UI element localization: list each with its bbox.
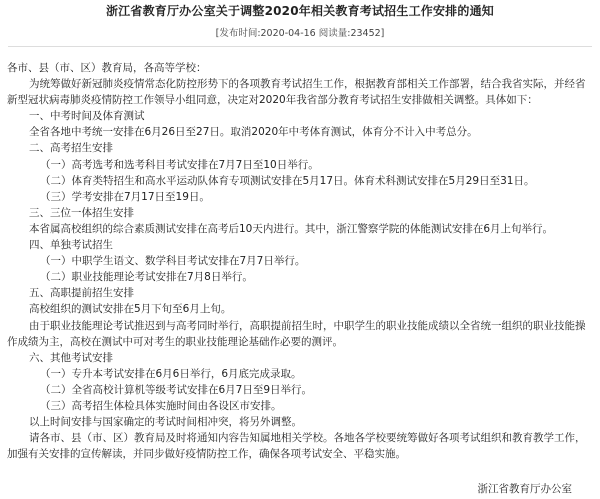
section-heading: 四、单独考试招生 <box>29 239 113 252</box>
list-item: （一）中职学生语文、数学科目考试安排在7月7日举行。 <box>40 255 306 268</box>
paragraph: 高校组织的测试安排在5月下旬至6月上旬。 <box>29 303 232 316</box>
paragraph-cont: 作成绩为主，高校在测试中可对考生的职业技能理论基础作必要的测评。 <box>7 335 343 348</box>
paragraph: 由于职业技能理论考试推迟到与高考同时举行，高职提前招生时，中职学生的职业技能成绩以全省统一组织的职业技能操 <box>29 319 586 332</box>
paragraph-intro: 为统筹做好新冠肺炎疫情常态化防控形势下的各项教育考试招生工作，根据教育部相关工作部署，结合我省实际，并经省 <box>29 78 586 91</box>
signature: 浙江省教育厅办公室 <box>477 483 572 495</box>
title-divider <box>8 46 592 47</box>
section-heading: 一、中考时间及体育测试 <box>29 110 145 123</box>
section-heading: 五、高职提前招生安排 <box>29 287 134 300</box>
section-heading: 六、其他考试安排 <box>29 351 113 364</box>
notice-title: 浙江省教育厅办公室关于调整2020年相关教育考试招生工作安排的通知 <box>105 4 494 18</box>
paragraph: 全省各地中考统一安排在6月26日至27日。取消2020年中考体育测试，体育分不计入中考总分。 <box>29 126 478 139</box>
paragraph: 请各市、县（市、区）教育局及时将通知内容告知属地相关学校。各地各学校要统筹做好各项考试组织和教育教学工作， <box>29 432 586 445</box>
section-heading: 三、三位一体招生安排 <box>29 206 134 219</box>
notice-body <box>0 60 600 462</box>
section-heading: 二、高考招生安排 <box>29 142 113 155</box>
publish-meta: [发布时间:2020-04-16 阅读量:23452] <box>215 28 385 39</box>
list-item: （二）体育类特招生和高水平运动队体育专项测试安排在5月17日。体育术科测试安排在5月29日至31日。 <box>40 174 535 187</box>
list-item: （二）全省高校计算机等级考试安排在6月7日至9日举行。 <box>40 383 313 396</box>
list-item: （一）专升本考试安排在6月6日举行，6月底完成录取。 <box>40 367 302 380</box>
paragraph-intro-cont: 新型冠状病毒肺炎疫情防控工作领导小组同意，决定对2020年我省部分教育考试招生安排做相关调整。具体如下： <box>7 94 538 107</box>
paragraph-cont: 加强有关安排的宣传解读，并同步做好疫情防控工作，确保各项考试安全、平稳实施。 <box>7 448 406 461</box>
paragraph: 本省属高校组织的综合素质测试安排在高考后10天内进行。其中，浙江警察学院的体能测试安排在6月上旬举行。 <box>29 222 554 235</box>
list-item: （三）高考招生体检具体实施时间由各设区市安排。 <box>40 399 282 412</box>
list-item: （三）学考安排在7月17日至19日。 <box>40 190 210 203</box>
paragraph: 以上时间安排与国家确定的考试时间相冲突，将另外调整。 <box>29 416 302 429</box>
salutation: 各市、县（市、区）教育局，各高等学校： <box>7 62 207 74</box>
list-item: （二）职业技能理论考试安排在7月8日举行。 <box>40 271 253 284</box>
list-item: （一）高考选考和选考科目考试安排在7月7日至10日举行。 <box>40 158 319 171</box>
